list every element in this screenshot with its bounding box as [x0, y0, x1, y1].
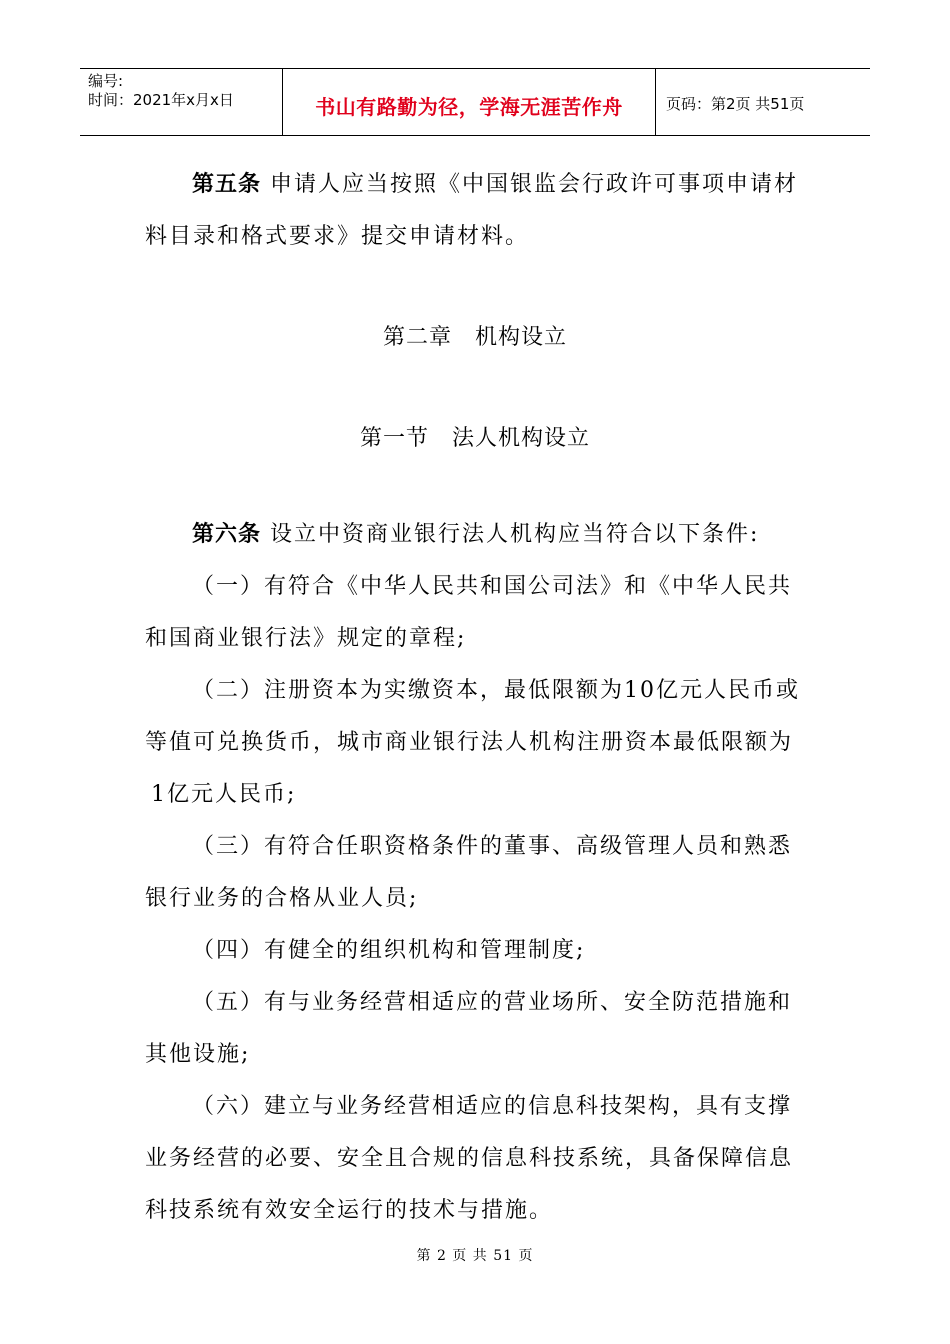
item-1-line-1: （一）有符合《中华人民共和国公司法》和《中华人民共	[192, 574, 793, 599]
page-header	[80, 68, 870, 136]
article-5-text-1: 申请人应当按照《中国银监会行政许可事项申请材	[270, 172, 799, 197]
item-2-line-3: 1亿元人民币;	[151, 782, 297, 807]
article-6-intro-line	[145, 508, 805, 561]
item-6-line-3: 科技系统有效安全运行的技术与措施。	[145, 1198, 554, 1223]
item-2-line-1: （二）注册资本为实缴资本，最低限额为10亿元人民币或	[192, 678, 800, 703]
article-5	[145, 158, 805, 263]
article-6	[145, 508, 805, 1237]
article-5-line-1	[145, 158, 805, 211]
item-2-line-2: 等值可兑换货币，城市商业银行法人机构注册资本最低限额为	[145, 730, 794, 755]
section-title: 第一节 法人机构设立	[359, 426, 590, 451]
chapter-title: 第二章 机构设立	[382, 325, 567, 350]
header-page-cell	[656, 69, 870, 135]
article-6-intro: 设立中资商业银行法人机构应当符合以下条件:	[270, 522, 760, 547]
item-5-line-1: （五）有与业务经营相适应的营业场所、安全防范措施和	[192, 990, 793, 1015]
header-meta	[80, 69, 283, 135]
header-page-info: 页码：第2页 共51页	[666, 94, 805, 113]
item-3-line-2: 银行业务的合格从业人员;	[145, 886, 419, 911]
item-1-line-2: 和国商业银行法》规定的章程;	[145, 626, 467, 651]
item-6-line-1: （六）建立与业务经营相适应的信息科技架构，具有支撑	[192, 1094, 793, 1119]
page-footer: 第 2 页 共 51 页	[416, 1248, 534, 1264]
article-5-line-2: 料目录和格式要求》提交申请材料。	[145, 224, 530, 249]
header-motto-cell	[283, 69, 656, 135]
doc-number-label: 编号:	[88, 72, 124, 90]
doc-time-label: 时间：2021年x月x日	[88, 91, 234, 109]
header-motto: 书山有路勤为径，学海无涯苦作舟	[315, 94, 623, 119]
item-5-line-2: 其他设施;	[145, 1042, 251, 1067]
item-6-line-2: 业务经营的必要、安全且合规的信息科技系统，具备保障信息	[145, 1146, 794, 1171]
item-3-line-1: （三）有符合任职资格条件的董事、高级管理人员和熟悉	[192, 834, 793, 859]
article-5-label: 第五条	[192, 171, 262, 197]
article-6-label: 第六条	[192, 521, 262, 547]
item-4-line-1: （四）有健全的组织机构和管理制度;	[192, 938, 586, 963]
